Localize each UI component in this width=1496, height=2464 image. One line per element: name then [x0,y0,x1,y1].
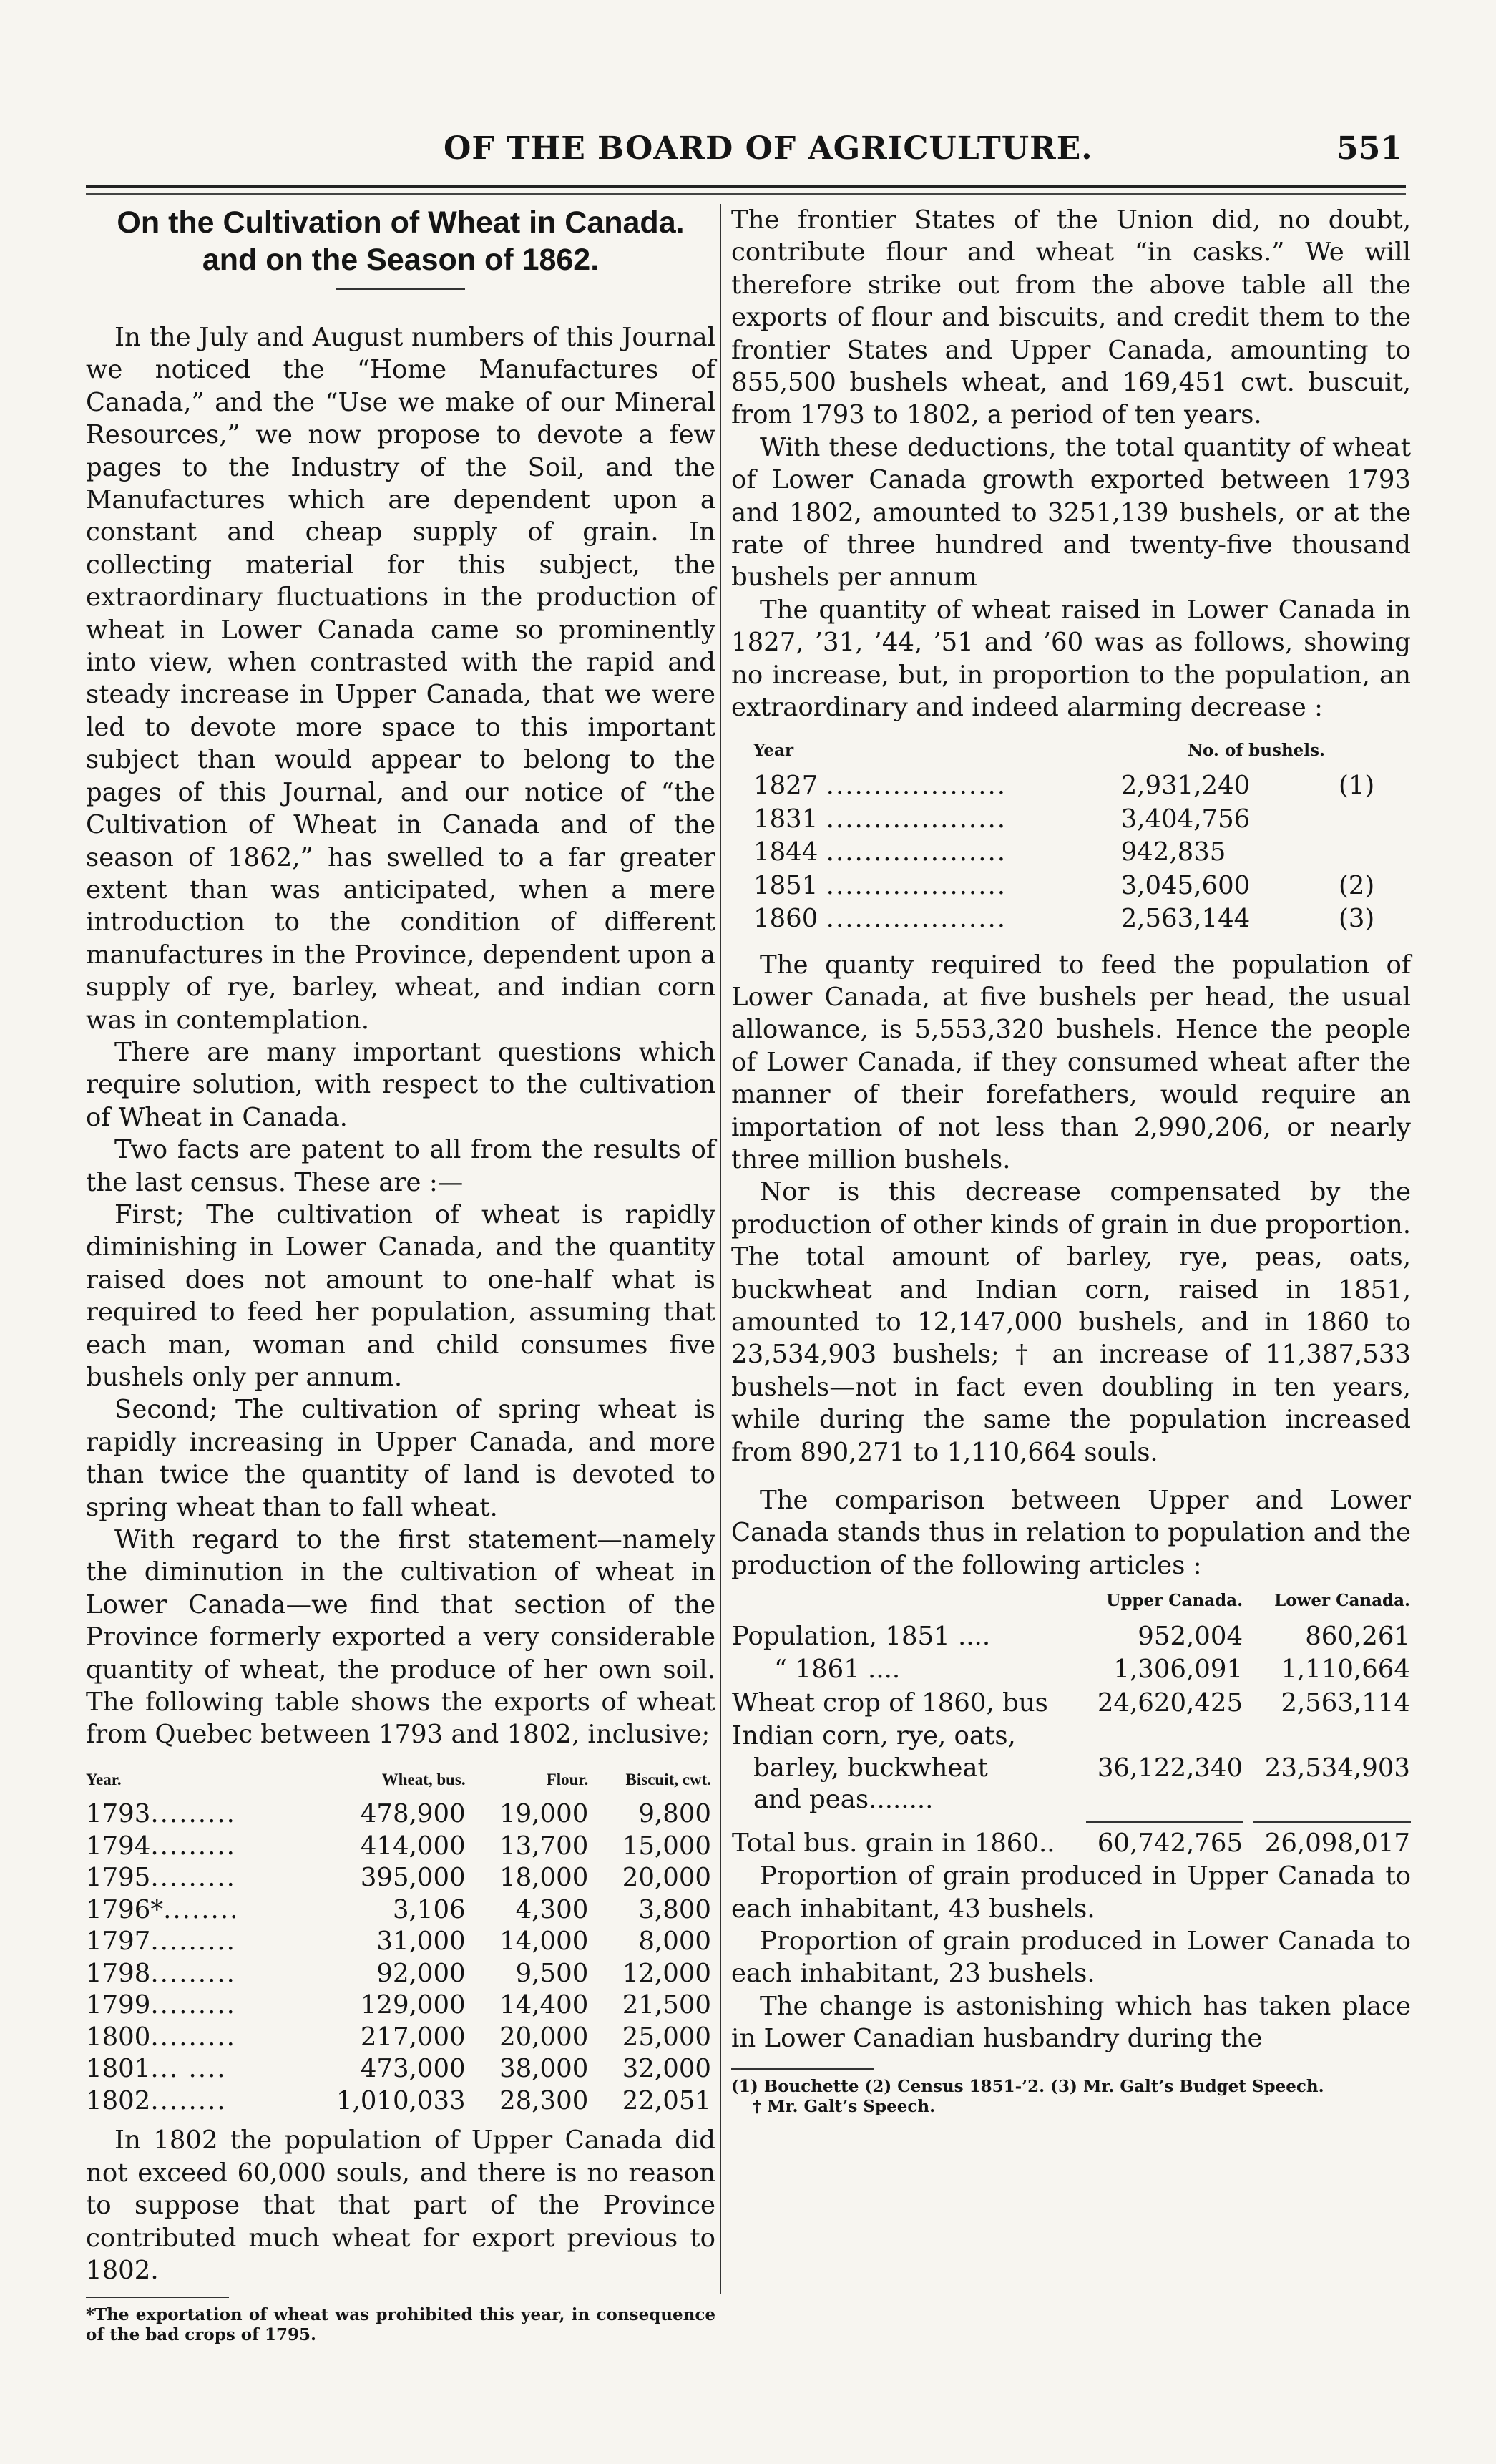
column-header: Year [753,740,794,760]
table-row [86,1990,715,2022]
column-header [731,1584,1076,1620]
year-cell: 1793 [86,1799,151,1829]
upper-canada-cell: 24,620,425 [1097,1688,1243,1718]
article-title-line2: and on the Season of 1862. [202,243,600,277]
footnotes [731,2068,1411,2117]
table-rule-row [731,1817,1411,1827]
paragraph: Two facts are patent to all from the results of the last census. These are :— [86,1135,715,1197]
biscuit-cell: 8,000 [638,1927,711,1957]
flour-cell: 19,000 [499,1799,589,1829]
column-header: Flour. [546,1770,589,1788]
paragraph: The change is astonishing which has taken place in Lower Canadian husbandry during the [731,1991,1411,2054]
table-row [731,1620,1411,1654]
table-row [86,1798,715,1831]
column-header: Wheat, bus. [381,1770,466,1788]
table-row [86,1926,715,1958]
paragraph: In the July and August numbers of this Journal we noticed the “Home Manufactures of Canada,” and the “Use we make of our Mineral Resources,” we now propose to devote a few pages to the Industry of the Soil, and the Manufactures which are dependent upon a constant and cheap supply of grain. In collecting material for this subject, the extraordinary fluctuations in the production of wheat in Lower Canada came so prominently into view, when contrasted with the rapid and steady increase in Upper Canada, that we were led to devote more space to this important subject than would appear to belong to the pages of this Journal, and our notice of “the Cultivation of Wheat in Canada and of the season of 1862,” has swelled to a far greater extent than was anticipated, when a mere introduction to the condition of different manufactures in the Province, dependent upon a supply of rye, barley, wheat, and indian corn was in contemplation. [86,323,715,1035]
paragraph: Proportion of grain produced in Upper Canada to each inhabitant, 43 bushels. [731,1861,1411,1924]
running-title: OF THE BOARD OF AGRICULTURE. [444,130,1093,167]
flour-cell: 14,000 [499,1927,589,1957]
total-rule [1086,1821,1243,1823]
column-header: Lower Canada. [1274,1591,1410,1611]
row-label: Wheat crop of 1860, bus [732,1688,1048,1718]
leader-dots: ......... [150,1831,236,1861]
year-cell: 1800 [86,2022,151,2052]
table-row [731,1687,1411,1720]
lower-canada-cell: 2,563,114 [1281,1688,1410,1718]
row-label: barley, buckwheat [753,1753,988,1783]
paragraph: First; The cultivation of wheat is rapidly diminishing in Lower Canada, and the quantity raised does not amount to one-half what is required to feed her population, assuming that each man, woman and child consumes five bushels only per annum. [86,1199,715,1392]
row-label: Indian corn, rye, oats, [732,1721,1016,1751]
flour-cell: 20,000 [499,2022,589,2052]
year-cell: 1801 [86,2054,151,2084]
table-row [753,870,1397,903]
note-cell: (2) [1339,870,1375,900]
leader-dots: ........ [150,2085,227,2115]
lower-canada-cell: 23,534,903 [1264,1753,1410,1783]
table-row [731,1827,1411,1861]
year-cell: 1851 [753,870,818,900]
biscuit-cell: 22,051 [622,2085,711,2115]
leader-dots: ........ [163,1894,240,1924]
comparison-table [731,1584,1411,1860]
year-cell: 1831 [753,804,818,834]
lower-canada-cell: 26,098,017 [1264,1828,1410,1858]
bushels-cell: 942,835 [1120,837,1226,867]
leader-dots: ......... [150,1863,236,1893]
paragraph: The frontier States of the Union did, no doubt, contribute flour and wheat “in casks.” We will therefore strike out from the above table all the exports of flour and biscuits, and credit them to the frontier States and Upper Canada, amounting to 855,500 bushels wheat, and 169,451 cwt. buscuit, from 1793 to 1802, a period of ten years. [731,205,1411,430]
upper-canada-cell: 1,306,091 [1113,1655,1243,1685]
flour-cell: 4,300 [515,1894,589,1924]
paragraph: In 1802 the population of Upper Canada did not exceed 60,000 souls, and there is no reason to suppose that that part of the Province contributed much wheat for export previous to 1802. [86,2125,715,2285]
flour-cell: 13,700 [499,1831,589,1861]
leader-dots: ......... [150,2022,236,2052]
wheat-cell: 414,000 [360,1831,466,1861]
wheat-cell: 478,900 [360,1799,466,1829]
biscuit-cell: 15,000 [622,1831,711,1861]
wheat-cell: 395,000 [360,1863,466,1893]
header-rule-thin [86,193,1406,195]
year-cell: 1794 [86,1831,151,1861]
paragraph: With regard to the first statement—namely the diminution in the cultivation of wheat in Lower Canada—we find that section of the Province formerly exported a very considerable quantity of wheat, the produce of her own soil. The following table shows the exports of wheat from Quebec between 1793 and 1802, inclusive; [86,1525,715,1750]
leader-dots: ... .... [150,2054,227,2084]
year-cell: 1860 [753,904,818,933]
table-row [86,1862,715,1894]
note-cell [1338,836,1397,870]
paragraph: Proportion of grain produced in Lower Canada to each inhabitant, 23 bushels. [731,1927,1411,1989]
flour-cell: 28,300 [499,2085,589,2115]
leader-dots: ......... [150,1927,236,1957]
row-label-group [731,1720,1076,1817]
year-cell: 1798 [86,1958,151,1988]
footnote: † Mr. Galt’s Speech. [753,2096,936,2116]
biscuit-cell: 3,800 [638,1894,711,1924]
wheat-cell: 3,106 [393,1894,466,1924]
year-cell: 1799 [86,1990,151,2020]
table-row [86,1831,715,1863]
leader-dots: ......... [150,1958,236,1988]
biscuit-cell: 20,000 [622,1863,711,1893]
wheat-cell: 129,000 [360,1990,466,2020]
exports-table [86,1764,715,2118]
paragraph: Second; The cultivation of spring wheat is rapidly increasing in Upper Canada, and more than twice the quantity of land is devoted to spring wheat than to fall wheat. [86,1395,715,1522]
footnote: *The exportation of wheat was prohibited this year, in consequence of the bad crops of 1795. [86,2305,715,2345]
upper-canada-cell: 952,004 [1138,1621,1243,1651]
total-rule [1253,1821,1411,1823]
paragraph: The quanty required to feed the population of Lower Canada, at five bushels per head, the usual allowance, is 5,553,320 bushels. Hence the people of Lower Canada, if they consumed wheat after the manner of their forefathers, would require an importation of not less than 2,990,206, or nearly three million bushels. [731,950,1411,1174]
paragraph: With these deductions, the total quantity of wheat of Lower Canada growth exported between 1793 and 1802, amounted to 3251,139 bushels, or at the rate of three hundred and twenty-five thousand bushels per annum [731,432,1411,593]
table-header-row [753,734,1397,770]
page-number: 551 [1336,130,1402,167]
biscuit-cell: 25,000 [622,2022,711,2052]
paragraph: The quantity of wheat raised in Lower Canada in 1827, ’31, ’44, ’51 and ’60 was as follows, showing no increase, but, in proportion to the population, an extraordinary and indeed alarming decrease : [731,595,1411,723]
table-row [86,1894,715,1927]
right-column [731,204,1411,2117]
leader-dots: ................... [826,904,1007,933]
lower-canada-cell: 860,261 [1305,1621,1410,1651]
leader-dots: ......... [150,1990,236,2020]
lower-canada-cell: 1,110,664 [1281,1655,1410,1685]
table-row [86,2053,715,2085]
column-header: Biscuit, cwt. [625,1770,711,1788]
row-label: “ 1861 .... [774,1655,901,1685]
footnote-rule [86,2297,229,2298]
column-header: Upper Canada. [1106,1591,1243,1611]
flour-cell: 14,400 [499,1990,589,2020]
paragraph: There are many important questions which require solution, with respect to the cultivation of Wheat in Canada. [86,1037,715,1132]
bushels-cell: 2,931,240 [1120,771,1251,800]
biscuit-cell: 9,800 [638,1799,711,1829]
article-title [86,204,715,278]
left-column [86,204,715,2345]
leader-dots: ................... [826,804,1007,834]
biscuit-cell: 12,000 [622,1958,711,1988]
table-header-row [86,1764,715,1799]
column-header: Year. [86,1770,122,1788]
wheat-cell: 473,000 [360,2054,466,2084]
note-cell [1338,803,1397,837]
year-cell: 1795 [86,1863,151,1893]
table-row [753,803,1397,837]
table-header-row [731,1584,1411,1620]
table-row [753,836,1397,870]
table-row [731,1720,1411,1817]
leader-dots: ................... [826,870,1007,900]
running-head [114,130,1402,180]
article-title-line1: On the Cultivation of Wheat in Canada. [117,205,685,240]
table-row [753,902,1397,936]
year-cell: 1802 [86,2085,151,2115]
wheat-cell: 92,000 [376,1958,466,1988]
column-header: No. of bushels. [1187,740,1325,760]
year-cell: 1797 [86,1927,151,1957]
header-rule [86,185,1406,188]
upper-canada-cell: 36,122,340 [1097,1753,1243,1783]
row-label: Total bus. grain in 1860.. [732,1828,1055,1858]
note-cell: (1) [1339,771,1375,800]
year-cell: 1844 [753,837,818,867]
leader-dots: ......... [150,1799,236,1829]
table-row [86,1958,715,1990]
bushels-cell: 3,045,600 [1120,870,1251,900]
row-label: and peas........ [753,1785,934,1815]
upper-canada-cell: 60,742,765 [1097,1828,1243,1858]
footnote-rule [731,2068,874,2070]
column-divider [720,204,721,2294]
wheat-quantity-table [753,734,1397,936]
table-row [86,2085,715,2118]
leader-dots: ................... [826,771,1007,800]
biscuit-cell: 32,000 [622,2054,711,2084]
wheat-cell: 31,000 [376,1927,466,1957]
table-row [731,1653,1411,1687]
flour-cell: 38,000 [499,2054,589,2084]
footnote: (1) Bouchette (2) Census 1851-’2. (3) Mr. Galt’s Budget Speech. [731,2076,1324,2096]
leader-dots: ................... [826,837,1007,867]
bushels-cell: 3,404,756 [1120,804,1251,834]
wheat-cell: 1,010,033 [336,2085,466,2115]
row-label: Population, 1851 .... [732,1621,991,1651]
paragraph: Nor is this decrease compensated by the production of other kinds of grain in due proportion. The total amount of barley, rye, peas, oats, buckwheat and Indian corn, raised in 1851, amounted to 12,147,000 bushels, and in 1860 to 23,534,903 bushels; † an increase of 11,387,533 bushels—not in fact even doubling in ten years, while during the same the population increased from 890,271 to 1,110,664 souls. [731,1177,1411,1467]
table-row [86,2022,715,2054]
year-cell: 1827 [753,771,818,800]
flour-cell: 18,000 [499,1863,589,1893]
biscuit-cell: 21,500 [622,1990,711,2020]
wheat-cell: 217,000 [360,2022,466,2052]
paragraph: The comparison between Upper and Lower Canada stands thus in relation to population and the production of the following articles : [731,1486,1411,1580]
year-cell: 1796* [86,1894,164,1924]
note-cell: (3) [1339,904,1375,933]
table-row [753,769,1397,803]
flour-cell: 9,500 [515,1958,589,1988]
bushels-cell: 2,563,144 [1120,904,1251,933]
title-rule [336,288,465,290]
